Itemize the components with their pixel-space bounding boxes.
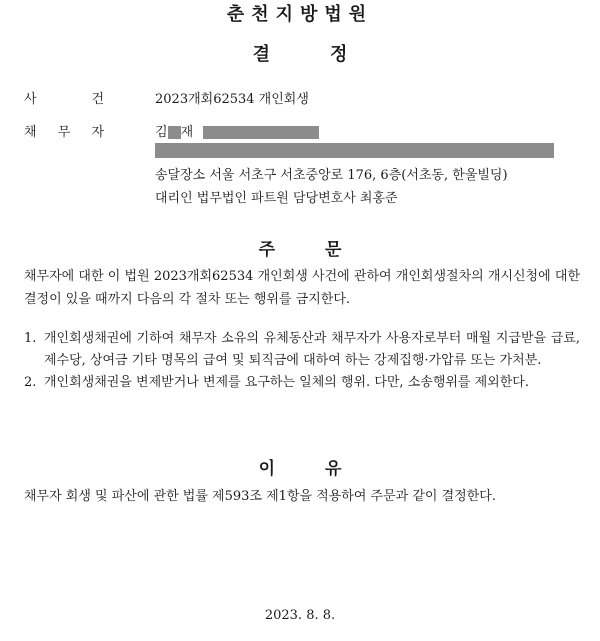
order-intro: 채무자에 대한 이 법원 2023개회62534 개인회생 사건에 관하여 개인회생절차의 개시신청에 대한 결정이 있을 때까지 다음의 각 절차 또는 행위를 금지한다.	[24, 269, 580, 307]
reason-text: 채무자 회생 및 파산에 관한 법률 제593조 제1항을 적용하여 주문과 같이 결정한다.	[24, 489, 496, 504]
order-item	[24, 328, 580, 372]
debtor-name-first: 김	[155, 125, 168, 140]
decision-date: 2023. 8. 8.	[264, 608, 336, 623]
redaction-block	[203, 126, 319, 139]
redaction-block	[155, 143, 554, 158]
court-name: 춘천지방법원	[226, 4, 374, 25]
debtor-name	[155, 121, 319, 140]
reason-title: 이유	[258, 459, 392, 479]
order-item-text: 개인회생채권에 기하여 채무자 소유의 유체동산과 채무자가 사용자로부터 매월 지급받을 급료, 제수당, 상여금 기타 명목의 급여 및 퇴직금에 대하여 하는 강제집행·가압류 또는 가처분.	[44, 331, 580, 368]
order-list	[24, 328, 580, 394]
case-value: 2023개회62534 개인회생	[155, 92, 309, 107]
debtor-name-last: 재	[180, 125, 194, 140]
order-item	[24, 372, 580, 394]
delivery-address: 송달장소 서울 서초구 서초중앙로 176, 6층(서초동, 한울빌딩)	[155, 168, 508, 183]
document-title: 결정	[252, 44, 408, 65]
order-title: 주문	[258, 240, 392, 260]
order-item-text: 개인회생채권을 변제받거나 변제를 요구하는 일체의 행위. 다만, 소송행위를 제외한다.	[44, 375, 529, 390]
order-item-number: 2.	[24, 375, 37, 390]
redaction-block	[168, 126, 181, 139]
case-label: 사 건	[24, 92, 104, 107]
order-item-number: 1.	[24, 331, 37, 346]
representative: 대리인 법무법인 파트원 담당변호사 최홍준	[155, 191, 398, 206]
debtor-label: 채 무 자	[24, 125, 104, 140]
